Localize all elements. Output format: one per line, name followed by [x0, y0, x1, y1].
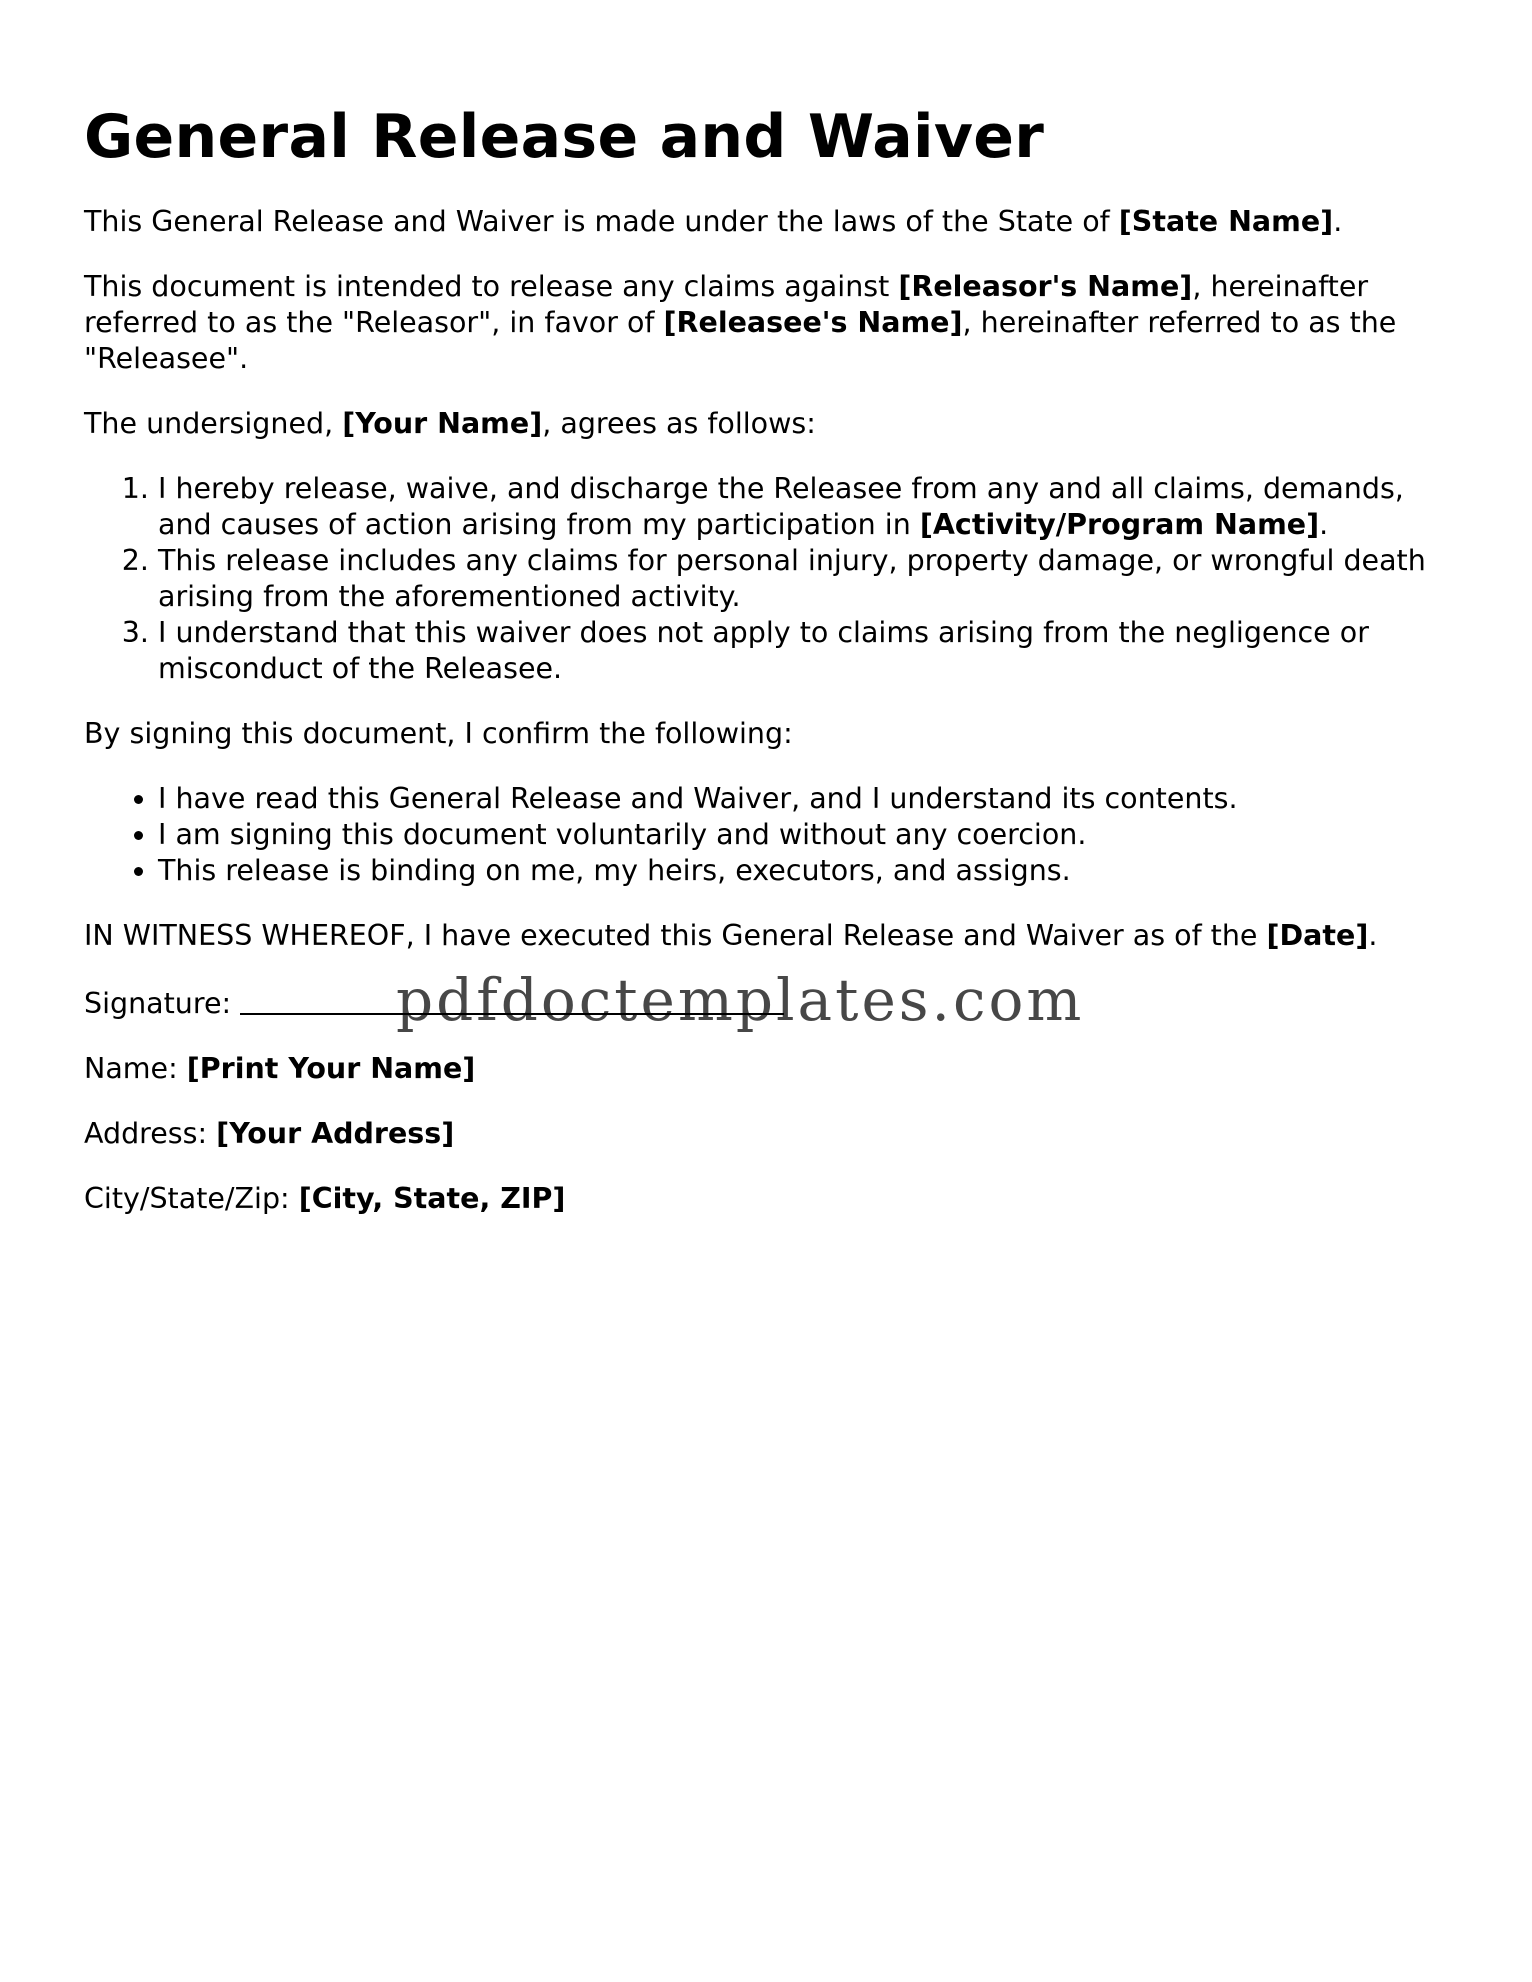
confirm-intro: By signing this document, I confirm the following: [84, 717, 793, 750]
agree-text-1: The undersigned, [84, 407, 343, 440]
watermark: pdfdoctemplates.com [396, 966, 1085, 1034]
term-item-3: 3. I understand that this waiver does not apply to claims arising from the negligence or misconduct of the Releasee. [158, 615, 1464, 687]
date-placeholder: [Date] [1266, 919, 1369, 952]
address-placeholder: [Your Address] [216, 1117, 455, 1150]
parties-paragraph [84, 269, 1464, 377]
city-state-zip-line [84, 1181, 1464, 1217]
city-state-zip-label: City/State/Zip: [84, 1182, 299, 1215]
witness-end: . [1368, 919, 1378, 952]
document-page [84, 100, 1464, 1246]
term-item-2: 2. This release includes any claims for personal injury, property damage, or wrongful death arising from the aforementioned activity. [158, 543, 1464, 615]
state-name-placeholder: [State Name] [1118, 205, 1334, 238]
term-1-end: . [1319, 508, 1329, 541]
print-name-placeholder: [Print Your Name] [186, 1052, 476, 1085]
city-state-zip-placeholder: [City, State, ZIP] [298, 1182, 566, 1215]
signature-label: Signature: [84, 987, 241, 1020]
parties-text-1: This document is intended to release any claims against [84, 270, 899, 303]
releasee-name-placeholder: [Releasee's Name] [663, 306, 963, 339]
terms-list [84, 471, 1464, 687]
intro-paragraph [84, 204, 1464, 240]
confirmation-item: • This release is binding on me, my heirs, executors, and assigns. [158, 853, 1464, 889]
witness-paragraph [84, 918, 1464, 954]
document-title: General Release and Waiver [84, 102, 1045, 172]
releasor-name-placeholder: [Releasor's Name] [898, 270, 1193, 303]
name-label: Name: [84, 1052, 187, 1085]
intro-text: This General Release and Waiver is made under the laws of the State of [84, 205, 1119, 238]
confirmation-item: • I am signing this document voluntarily and without any coercion. [158, 817, 1464, 853]
name-line [84, 1051, 1464, 1087]
signature-line [84, 983, 1464, 1022]
term-1-text: I hereby release, waive, and discharge the Releasee from any and all claims, demands, and causes of action arising from my participation in [158, 472, 1404, 541]
intro-period: . [1333, 205, 1343, 238]
term-item-1 [158, 471, 1464, 543]
witness-text: IN WITNESS WHEREOF, I have executed this General Release and Waiver as of the [84, 919, 1267, 952]
activity-name-placeholder: [Activity/Program Name] [919, 508, 1320, 541]
agreement-paragraph [84, 406, 1464, 442]
parties-text-3: , hereinafter referred to as the "Releasee". [84, 306, 1397, 375]
signature-field[interactable] [240, 983, 784, 1015]
agree-text-2: , agrees as follows: [542, 407, 816, 440]
parties-text-2: , hereinafter referred to as the "Releasor", in favor of [84, 270, 1369, 339]
address-line [84, 1116, 1464, 1152]
address-label: Address: [84, 1117, 217, 1150]
confirmation-list [84, 781, 1464, 889]
confirmation-item: • I have read this General Release and Waiver, and I understand its contents. [158, 781, 1464, 817]
your-name-placeholder: [Your Name] [342, 407, 543, 440]
